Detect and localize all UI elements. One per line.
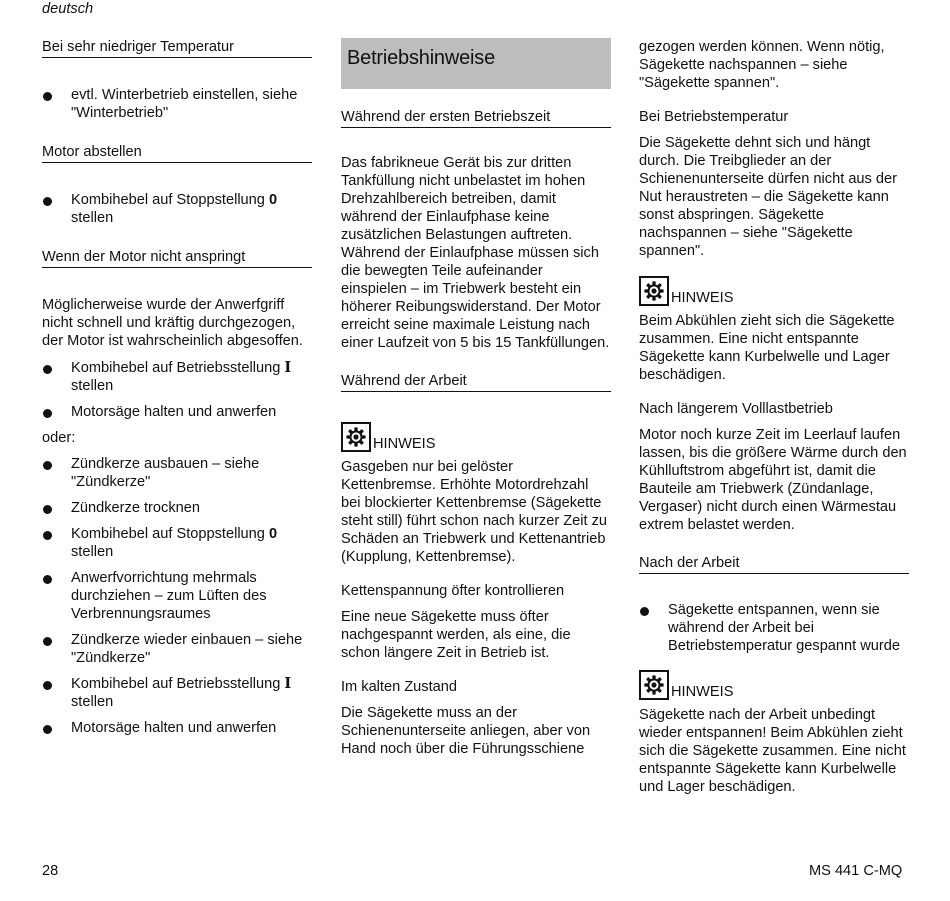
gear-icon	[639, 670, 669, 700]
paragraph: Gasgeben nur bei gelöster Kettenbremse. Erhöhte Motordrehzahl bei blockierter Kettenbremse (Sägekette steht still) führt schon nach kurzer Zeit zu Schäden an Triebwerk und Kettenantrieb (Kupplung, Kettenbremse).	[341, 459, 608, 565]
section-title-betriebshinweise: Betriebshinweise	[341, 38, 611, 89]
gear-icon	[639, 276, 669, 306]
notice-header	[639, 270, 909, 306]
paragraph: Motor noch kurze Zeit im Leerlauf laufen lassen, bis die größere Wärme durch den Kühlluftstrom abgeführt ist, damit die Bauteile am Triebwerk (Zündanlage, Vergaser) nicht durch einen Wärmestau extrem belastet werden.	[639, 427, 907, 533]
list-item: Zündkerze wieder einbauen – siehe "Zündkerze"	[42, 631, 312, 667]
gear-icon	[341, 422, 371, 452]
list-item: Anwerfvorrichtung mehrmals durchziehen – zum Lüften des Verbrennungsraumes	[42, 569, 312, 623]
list-item: Motorsäge halten und anwerfen	[42, 719, 312, 737]
list-item: Kombihebel auf Betriebsstellung I stellen	[42, 675, 312, 711]
notice-header	[639, 664, 909, 700]
language-label: deutsch	[42, 1, 94, 17]
list-item: Kombihebel auf Stoppstellung 0 stellen	[42, 191, 312, 227]
notice-label: HINWEIS	[373, 436, 436, 452]
heading-motor-abstellen: Motor abstellen	[42, 143, 312, 163]
heading-kalter-zustand: Im kalten Zustand	[341, 679, 457, 695]
stop-position-symbol: 0	[268, 192, 278, 208]
list-item: Kombihebel auf Stoppstellung 0 stellen	[42, 525, 312, 561]
column-3	[639, 38, 909, 796]
list-item: Zündkerze trocknen	[42, 499, 312, 517]
paragraph: Eine neue Sägekette muss öfter nachgespannt werden, als eine, die schon längere Zeit in Betrieb ist.	[341, 609, 571, 661]
list-item: Kombihebel auf Betriebsstellung I stellen	[42, 359, 312, 395]
oder-label: oder:	[42, 430, 76, 446]
heading-betriebstemperatur: Bei Betriebstemperatur	[639, 109, 789, 125]
list-item: Motorsäge halten und anwerfen	[42, 403, 312, 421]
column-1	[42, 38, 312, 737]
list-item: Zündkerze ausbauen – siehe "Zündkerze"	[42, 455, 312, 491]
notice-label: HINWEIS	[671, 684, 734, 700]
heading-low-temperature: Bei sehr niedriger Temperatur	[42, 38, 312, 58]
page-number: 28	[42, 863, 59, 879]
paragraph: Die Sägekette muss an der Schienenunterseite anliegen, aber von Hand noch über die Führungsschiene	[341, 705, 591, 757]
paragraph: Die Sägekette dehnt sich und hängt durch. Die Treibglieder an der Schienenunterseite dürfen nicht aus der Nut heraustreten – die Sägekette kann sonst abspringen. Sägekette nachspannen – siehe "Sägekette spannen".	[639, 135, 897, 259]
paragraph: Sägekette nach der Arbeit unbedingt wieder entspannen! Beim Abkühlen zieht sich die Sägekette zusammen. Eine nicht entspannte Sägekette kann Kurbelwelle und Lager beschädigen.	[639, 707, 906, 795]
heading-volllastbetrieb: Nach längerem Volllastbetrieb	[639, 401, 833, 417]
list-item: Sägekette entspannen, wenn sie während der Arbeit bei Betriebstemperatur gespannt wurde	[639, 601, 909, 655]
model-name: MS 441 C-MQ	[809, 863, 903, 879]
paragraph: gezogen werden können. Wenn nötig, Sägekette nachspannen – siehe "Sägekette spannen".	[639, 39, 885, 91]
paragraph: Das fabrikneue Gerät bis zur dritten Tankfüllung nicht unbelastet im hohen Drehzahlbereich betreiben, damit während der Einlaufphase keine zusätzlichen Belastungen auftreten. Während der Einlaufphase müssen sich die bewegten Teile aufeinander einspielen – im Triebwerk besteht ein höherer Reibungswiderstand. Der Motor erreicht seine maximale Leistung nach einer Laufzeit von 5 bis 15 Tankfüllungen.	[341, 155, 610, 351]
heading-nach-der-arbeit: Nach der Arbeit	[639, 554, 909, 574]
list-item: evtl. Winterbetrieb einstellen, siehe "Winterbetrieb"	[42, 86, 312, 122]
run-position-symbol: I	[284, 675, 292, 692]
heading-erste-betriebszeit: Während der ersten Betriebszeit	[341, 108, 611, 128]
column-2	[341, 38, 611, 758]
heading-kettenspannung: Kettenspannung öfter kontrollieren	[341, 583, 565, 599]
intro-paragraph: Möglicherweise wurde der Anwerfgriff nicht schnell und kräftig durchgezogen, der Motor ist wahrscheinlich abgesoffen.	[42, 297, 303, 349]
run-position-symbol: I	[284, 359, 292, 376]
heading-waehrend-der-arbeit: Während der Arbeit	[341, 372, 611, 392]
notice-header	[341, 416, 611, 452]
paragraph: Beim Abkühlen zieht sich die Sägekette zusammen. Eine nicht entspannte Sägekette kann Kurbelwelle und Lager beschädigen.	[639, 313, 895, 383]
stop-position-symbol: 0	[268, 526, 278, 542]
notice-label: HINWEIS	[671, 290, 734, 306]
heading-motor-springt-nicht-an: Wenn der Motor nicht anspringt	[42, 248, 312, 268]
